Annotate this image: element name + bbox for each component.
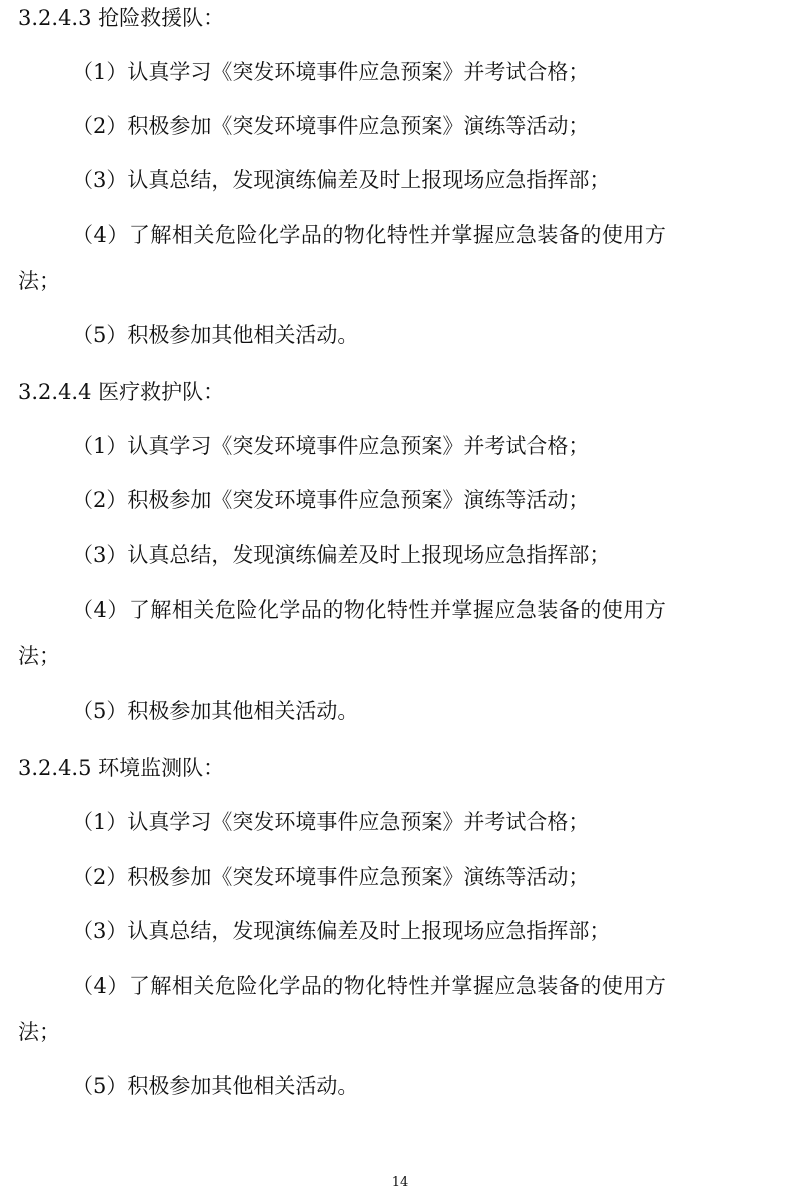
list-item: （1）认真学习《突发环境事件应急预案》并考试合格；: [72, 60, 590, 84]
list-item: （5）积极参加其他相关活动。: [72, 1074, 359, 1098]
list-item-continuation: 法；: [18, 1020, 60, 1044]
list-item: （3）认真总结，发现演练偏差及时上报现场应急指挥部；: [72, 168, 611, 192]
list-item: （2）积极参加《突发环境事件应急预案》演练等活动；: [72, 865, 590, 889]
list-item: （5）积极参加其他相关活动。: [72, 699, 359, 723]
list-item: （3）认真总结，发现演练偏差及时上报现场应急指挥部；: [72, 543, 611, 567]
list-item: （1）认真学习《突发环境事件应急预案》并考试合格；: [72, 810, 590, 834]
list-item: （4）了解相关危险化学品的物化特性并掌握应急装备的使用方: [72, 974, 667, 998]
list-item: （5）积极参加其他相关活动。: [72, 323, 359, 347]
list-item-continuation: 法；: [18, 644, 60, 668]
list-item: （2）积极参加《突发环境事件应急预案》演练等活动；: [72, 114, 590, 138]
list-item: （4）了解相关危险化学品的物化特性并掌握应急装备的使用方: [72, 598, 667, 622]
list-item: （3）认真总结，发现演练偏差及时上报现场应急指挥部；: [72, 919, 611, 943]
list-item-continuation: 法；: [18, 269, 60, 293]
list-item: （4）了解相关危险化学品的物化特性并掌握应急装备的使用方: [72, 223, 667, 247]
page-number: 14: [391, 1175, 409, 1190]
section-heading-3-2-4-3: 3.2.4.3 抢险救援队：: [18, 6, 225, 30]
list-item: （2）积极参加《突发环境事件应急预案》演练等活动；: [72, 488, 590, 512]
section-heading-3-2-4-5: 3.2.4.5 环境监测队：: [18, 756, 225, 780]
section-heading-3-2-4-4: 3.2.4.4 医疗救护队：: [18, 380, 225, 404]
list-item: （1）认真学习《突发环境事件应急预案》并考试合格；: [72, 434, 590, 458]
